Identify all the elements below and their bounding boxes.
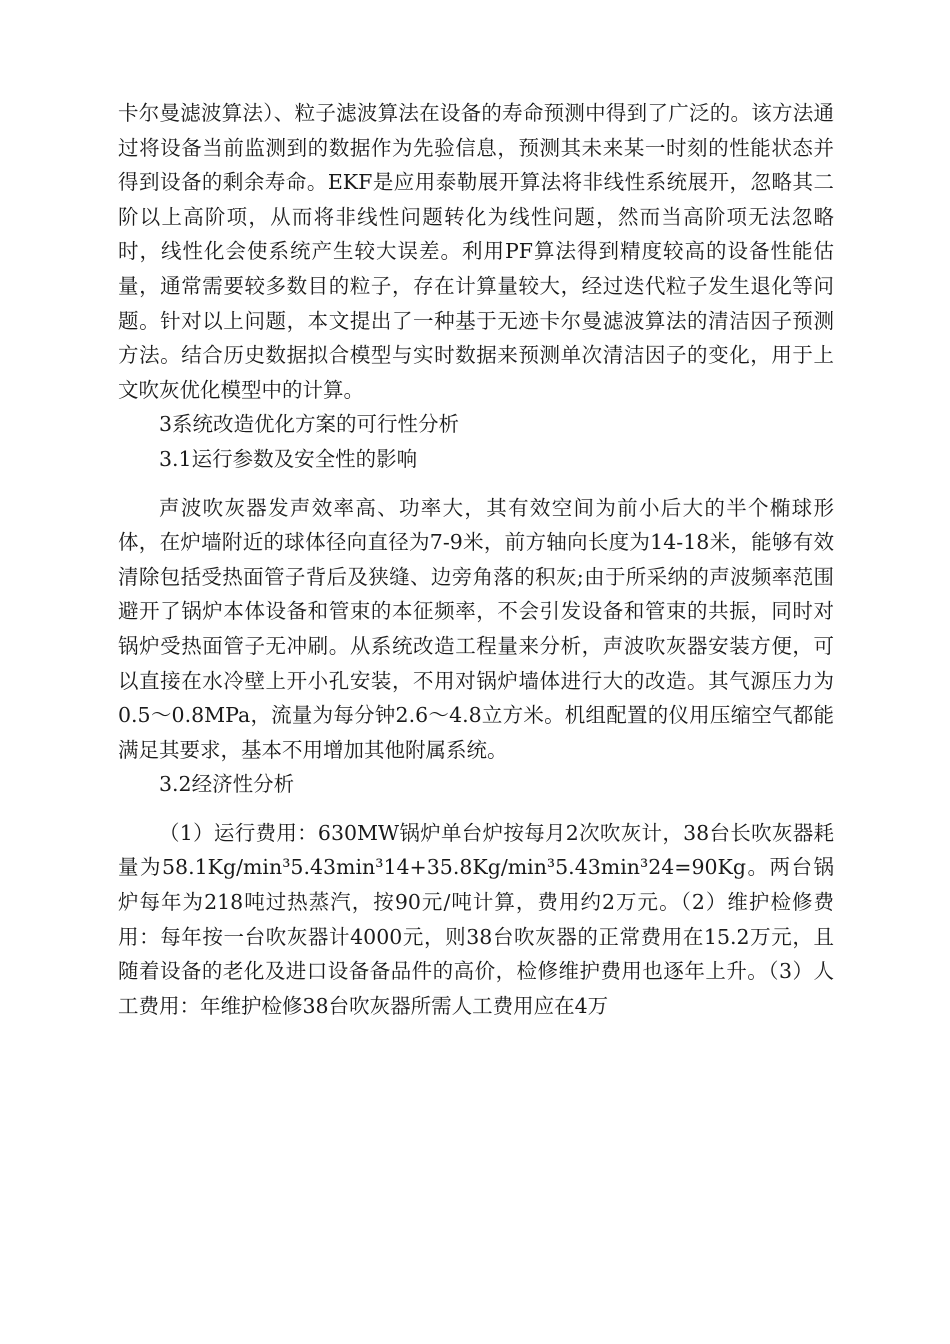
subsection-heading-3-2: 3.2经济性分析: [159, 772, 295, 797]
paragraph-cost-analysis: （1）运行费用：630MW锅炉单台炉按每月2次吹灰计，38台长吹灰器耗量为58.1Kg/min³5.43min³14+35.8Kg/min³5.43min³24=90Kg。两台锅炉每年为218吨过热蒸汽，按90元/吨计算，费用约2万元。（2）维护检修费用：每年按一台吹灰器计4000元，则38台吹灰器的正常费用在15.2万元，且随着设备的老化及进口设备备品件的高价，检修维护费用也逐年上升。（3）人工费用：年维护检修38台吹灰器所需人工费用应在4万: [118, 820, 834, 1018]
paragraph-ukf-background: 卡尔曼滤波算法）、粒子滤波算法在设备的寿命预测中得到了广泛的。该方法通过将设备当前监测到的数据作为先验信息，预测其未来某一时刻的性能状态并得到设备的剩余寿命。EKF是应用泰勒展开算法将非线性系统展开，忽略其二阶以上高阶项，从而将非线性问题转化为线性问题，然而当高阶项无法忽略时，线性化会使系统产生较大误差。利用PF算法得到精度较高的设备性能估量，通常需要较多数目的粒子，存在计算量较大，经过迭代粒子发生退化等问题。针对以上问题，本文提出了一种基于无迹卡尔曼滤波算法的清洁因子预测方法。结合历史数据拟合模型与实时数据来预测单次清洁因子的变化，用于上文吹灰优化模型中的计算。: [118, 101, 834, 402]
paragraph-sonic-soot-blower: 声波吹灰器发声效率高、功率大，其有效空间为前小后大的半个椭球形体，在炉墙附近的球体径向直径为7-9米，前方轴向长度为14-18米，能够有效清除包括受热面管子背后及狭缝、边旁角落的积灰;由于所采纳的声波频率范围避开了锅炉本体设备和管束的本征频率，不会引发设备和管束的共振，同时对锅炉受热面管子无冲刷。从系统改造工程量来分析，声波吹灰器安装方便，可以直接在水冷壁上开小孔安装，不用对锅炉墙体进行大的改造。其气源压力为0.5～0.8MPa，流量为每分钟2.6～4.8立方米。机组配置的仪用压缩空气都能满足其要求，基本不用增加其他附属系统。: [118, 495, 834, 762]
subsection-heading-3-1: 3.1运行参数及安全性的影响: [159, 446, 418, 471]
section-heading-3: 3系统改造优化方案的可行性分析: [159, 412, 460, 437]
document-page: [118, 96, 834, 1023]
